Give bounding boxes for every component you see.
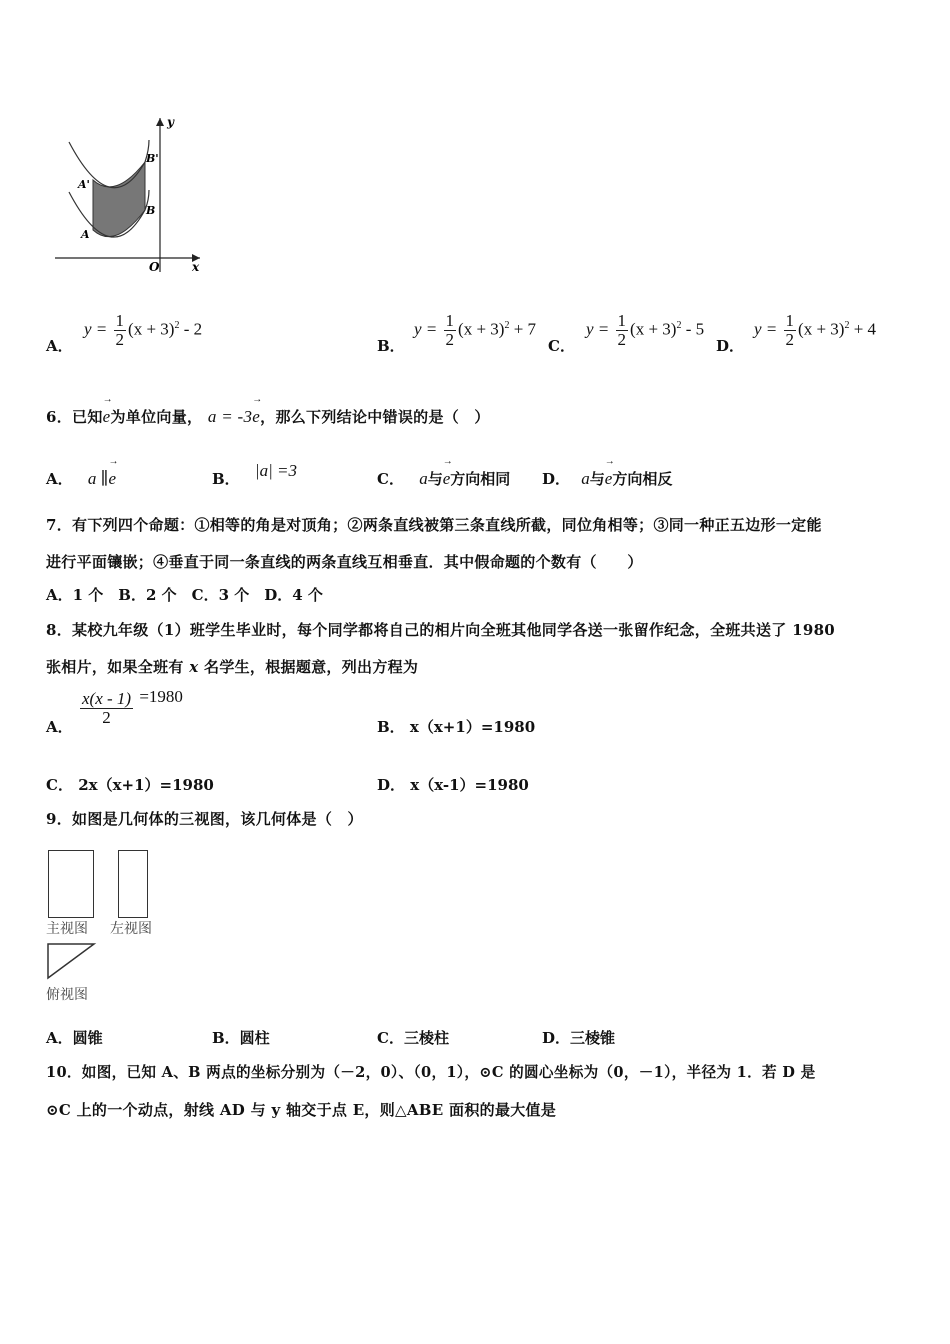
q5-a-const: - 2	[183, 319, 203, 339]
q5-c-power: 2	[676, 319, 682, 331]
q9-stem: 9．如图是几何体的三视图，该几何体是（ ）	[46, 810, 363, 828]
q8-line2-post: 名学生，根据题意，列出方程为	[204, 658, 419, 676]
q5-option-d[interactable]	[716, 335, 744, 356]
q6-given: a = -3	[207, 407, 253, 426]
q5-a-frac-num: 1	[115, 311, 125, 330]
parabola-graph	[45, 112, 215, 282]
q6-option-b-label: B．	[212, 470, 240, 488]
q8-option-b-label: B．	[377, 718, 405, 736]
q5-a-body: (x + 3)	[128, 319, 175, 339]
q8-option-d-label: D．	[377, 776, 406, 794]
top-view-triangle	[46, 942, 98, 982]
q5-c-y-eq: y =	[586, 319, 610, 339]
q5-option-b[interactable]	[377, 335, 405, 356]
q8-line1: 8．某校九年级（1）班学生毕业时，每个同学都将自己的相片向全班其他同学各送一张留作纪念，全班共送了 1980	[46, 621, 836, 639]
point-a-prime-label: A'	[78, 178, 90, 191]
q5-d-y-eq: y =	[754, 319, 778, 339]
q5-b-frac-den: 2	[445, 330, 455, 349]
q8-option-a[interactable]	[46, 716, 73, 737]
q8-option-a-expr	[78, 687, 183, 727]
q5-b-power: 2	[504, 319, 510, 331]
q6-stem-e: → e	[103, 407, 111, 427]
q5-c-frac-den: 2	[617, 330, 627, 349]
q6-option-b-text: |a| =3	[254, 461, 297, 480]
q6-option-c-a: a	[419, 469, 428, 488]
q7-line2: 进行平面镶嵌；④垂直于同一条直线的两条直线互相垂直．其中假命题的个数有（ ）	[46, 553, 643, 571]
q8-option-b-text: x（x+1）=1980	[409, 718, 536, 736]
q6-option-d[interactable]	[542, 468, 672, 489]
q5-b-y-eq: y =	[414, 319, 438, 339]
q5-option-a[interactable]	[46, 335, 73, 356]
left-view-label: 左视图	[110, 921, 152, 937]
q5-option-c[interactable]	[548, 335, 575, 356]
q5-b-body: (x + 3)	[458, 319, 505, 339]
q5-option-b-expr	[414, 312, 536, 349]
y-axis-label: y	[167, 115, 174, 129]
q6-option-c-post: 方向相同	[450, 470, 511, 488]
q6-given-e: → e	[252, 407, 260, 427]
q6-stem-pre: 6．已知	[46, 408, 103, 426]
q6-option-a[interactable]	[46, 468, 116, 489]
q10-line1: 10．如图，已知 A、B 两点的坐标分别为（－2，0）、（0，1），⊙C 的圆心坐标为（0，－1），半径为 1．若 D 是	[46, 1064, 816, 1081]
point-b-prime-label: B'	[146, 152, 159, 165]
q8-option-a-label: A．	[46, 718, 73, 736]
y-axis-arrow-icon	[156, 118, 164, 126]
q6-option-d-mid: 与	[589, 470, 605, 488]
q6-option-d-label: D．	[542, 470, 571, 488]
q5-option-d-expr	[754, 312, 876, 349]
q8-option-d-text: x（x-1）=1980	[410, 776, 529, 794]
q6-stem-mid: 为单位向量，	[110, 408, 203, 426]
q9-option-c[interactable]: C．三棱柱	[377, 1029, 449, 1047]
q8-line2-pre: 张相片，如果全班有	[46, 658, 184, 676]
q6-stem-post: ，那么下列结论中错误的是（ ）	[260, 408, 490, 426]
q5-option-a-label: A．	[46, 337, 73, 355]
q8-line2-var: x	[189, 658, 199, 676]
q5-d-frac-num: 1	[785, 311, 795, 330]
q5-a-power: 2	[174, 319, 180, 331]
q5-a-y-eq: y =	[84, 319, 108, 339]
q5-option-c-label: C．	[548, 337, 575, 355]
point-b-label: B	[146, 204, 156, 217]
q5-option-c-expr	[586, 312, 704, 349]
q10-line2: ⊙C 上的一个动点，射线 AD 与 y 轴交于点 E，则△ABE 面积的最大值是	[46, 1101, 557, 1119]
q5-c-body: (x + 3)	[630, 319, 677, 339]
q8-option-c-label: C．	[46, 776, 73, 794]
x-axis-label: x	[192, 260, 200, 274]
q5-d-const: + 4	[853, 319, 877, 339]
q8-a-num: x(x - 1)	[82, 689, 132, 708]
q5-option-a-expr	[84, 312, 202, 349]
q6-option-a-text: a ∥	[87, 469, 109, 488]
q7-options[interactable]: A．1 个 B．2 个 C．3 个 D．4 个	[46, 586, 323, 604]
q7-line1: 7．有下列四个命题：①相等的角是对顶角；②两条直线被第三条直线所截，同位角相等；③同一种正五边形一定能	[46, 516, 822, 534]
q9-option-b[interactable]: B．圆柱	[212, 1029, 270, 1047]
q5-b-const: + 7	[513, 319, 537, 339]
q8-line2	[46, 656, 418, 677]
q5-b-frac-num: 1	[445, 311, 455, 330]
q5-d-body: (x + 3)	[798, 319, 845, 339]
q8-option-b[interactable]	[377, 716, 535, 737]
q5-a-frac-den: 2	[115, 330, 125, 349]
q5-d-frac-den: 2	[785, 330, 795, 349]
q6-option-d-e: → e	[605, 469, 613, 489]
q5-c-frac-num: 1	[617, 311, 627, 330]
top-view-label: 俯视图	[46, 987, 88, 1003]
q5-d-power: 2	[844, 319, 850, 331]
q6-option-a-e: → e	[108, 469, 116, 489]
q6-option-c-label: C．	[377, 470, 404, 488]
q8-option-c-text: 2x（x+1）=1980	[78, 776, 214, 794]
q6-option-d-a: a	[581, 469, 590, 488]
q8-option-c[interactable]	[46, 774, 214, 795]
q8-a-den: 2	[102, 708, 111, 727]
q5-option-b-label: B．	[377, 337, 405, 355]
q6-option-b[interactable]	[212, 461, 297, 489]
q9-option-d[interactable]: D．三棱锥	[542, 1029, 616, 1047]
q6-option-a-label: A．	[46, 470, 73, 488]
q6-option-c-mid: 与	[427, 470, 443, 488]
q6-stem	[46, 406, 490, 427]
left-view-rect	[118, 850, 148, 918]
front-view-rect	[48, 850, 94, 918]
q5-c-const: - 5	[685, 319, 705, 339]
q8-a-rhs: =1980	[139, 687, 183, 707]
q5-option-d-label: D．	[716, 337, 745, 355]
point-a-label: A	[81, 228, 90, 241]
front-view-label: 主视图	[46, 921, 88, 937]
origin-label: O	[149, 260, 160, 274]
q8-option-d[interactable]	[377, 774, 529, 795]
q9-option-a[interactable]: A．圆锥	[46, 1029, 103, 1047]
q6-option-c[interactable]	[377, 468, 510, 489]
q6-option-d-post: 方向相反	[612, 470, 673, 488]
q6-option-c-e: → e	[443, 469, 451, 489]
